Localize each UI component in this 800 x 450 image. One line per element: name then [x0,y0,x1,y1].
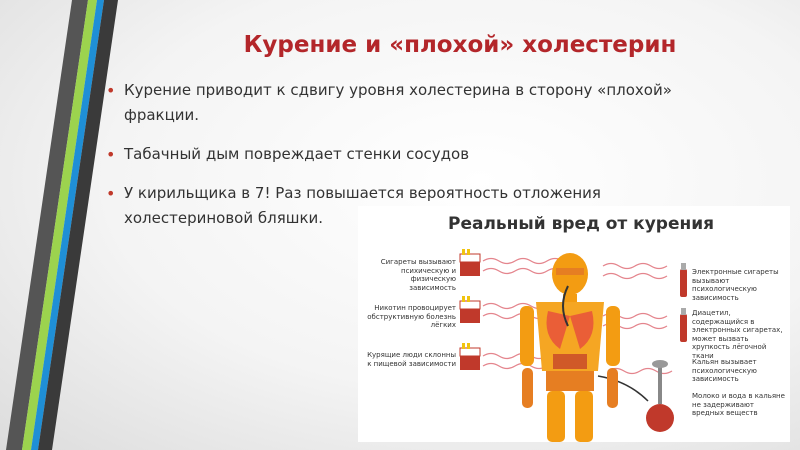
harm-label: Кальян вызывает психологическую зависимость [692,358,757,383]
cigarette-pack-icon [460,296,480,323]
infographic-image [358,206,790,442]
bullet-item: • У кирильщика в 7! Раз повышается вероятность отложения холестериновой бляшки. [106,181,644,231]
decorative-stripes [0,0,120,450]
harm-label: Молоко и вода в кальяне не задерживают вредных веществ [692,392,785,417]
harm-label: Никотин провоцирует обструктивную болезнь лёгких [367,304,456,329]
harm-label: Электронные сигареты вызывают психологическую зависимость [692,268,779,302]
infographic-title: Реальный вред от курения [448,214,715,234]
e-cigarette-icon [680,263,687,297]
bullet-item: • Табачный дым повреждает стенки сосудов [106,142,746,167]
human-figure-illustration [520,253,620,442]
bullet-item: • Курение приводит к сдвигу уровня холестерина в сторону «плохой» фракции. [106,78,746,128]
cigarette-pack-icon [460,249,480,276]
cigarette-pack-icon [460,343,480,370]
harm-label: Сигареты вызывают психическую и физическую зависимость [380,258,456,292]
e-cigarette-icon [680,308,687,342]
slide-title: Курение и «плохой» холестерин [243,32,677,58]
harm-label: Курящие люди склонны к пищевой зависимости [367,351,456,368]
harm-label: Диацетил, содержащийся в электронных сигаретах, может вызвать хрупкость лёгочной ткани [692,309,783,360]
